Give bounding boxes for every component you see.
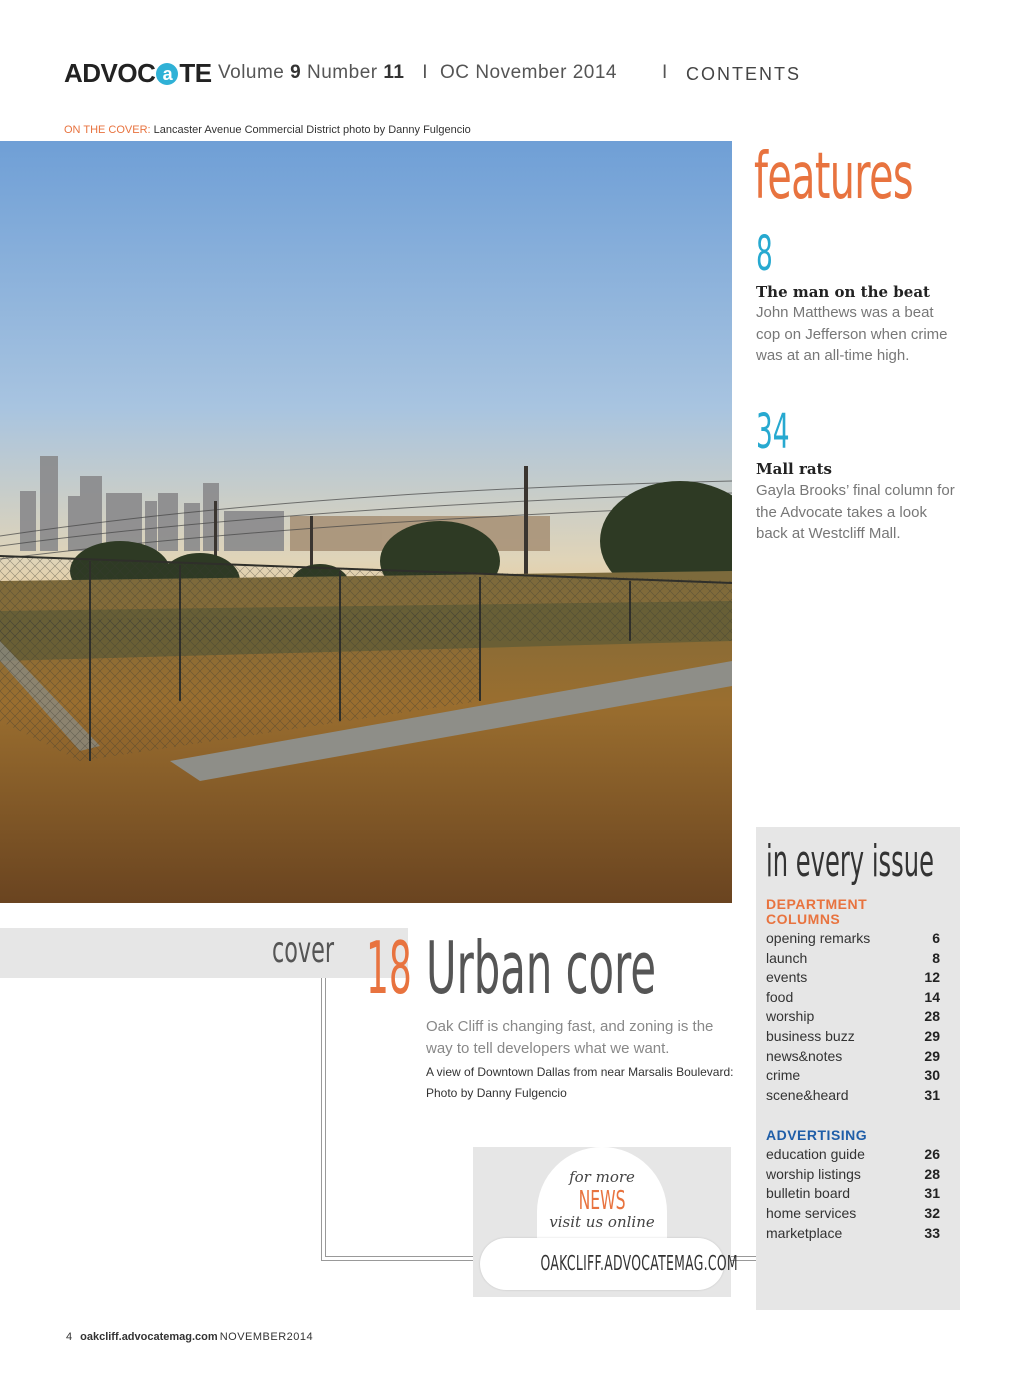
advertising-row[interactable]: [766, 1185, 940, 1205]
advocate-logo: [64, 58, 212, 89]
footer-page-number: 4: [66, 1331, 73, 1343]
section-title: CONTENTS: [686, 64, 801, 84]
advertising-name: home services: [766, 1205, 857, 1221]
separator: I: [422, 62, 429, 83]
feature-title: The man on the beat: [756, 283, 930, 301]
cover-headline[interactable]: Urban core: [426, 926, 657, 1010]
department-row[interactable]: [766, 1067, 940, 1087]
connector-line: [321, 978, 322, 1260]
separator-2: I: [662, 62, 668, 83]
feature-description: John Matthews was a beat cop on Jefferson when crime was at an all-time high.: [756, 304, 948, 364]
logo-text-left: ADVOC: [64, 58, 156, 88]
masthead: [218, 62, 617, 84]
promo-url-link[interactable]: [480, 1251, 738, 1275]
volume-label: Volume: [218, 62, 285, 83]
advertising-row[interactable]: [766, 1205, 940, 1225]
department-page: 29: [924, 1028, 940, 1044]
issue-date: November 2014: [475, 62, 618, 83]
department-columns-heading: DEPARTMENT COLUMNS: [766, 896, 868, 927]
promo-news: [537, 1186, 667, 1216]
number-label: Number: [307, 62, 378, 83]
department-row[interactable]: [766, 1087, 940, 1107]
promo-url-text: OAKCLIFF.ADVOCATEMAG.COM: [540, 1251, 738, 1275]
volume-number: 9: [290, 62, 302, 83]
advertising-row[interactable]: [766, 1166, 940, 1186]
cover-photo: [0, 141, 732, 903]
features-heading: features: [754, 140, 913, 214]
department-row[interactable]: [766, 950, 940, 970]
cover-credit-text: Lancaster Avenue Commercial District photo by Danny Fulgencio: [153, 124, 471, 136]
department-name: business buzz: [766, 1028, 855, 1044]
department-name: crime: [766, 1067, 801, 1083]
cover-band: [0, 928, 408, 978]
department-row[interactable]: [766, 989, 940, 1009]
edition: OC: [440, 62, 470, 83]
department-page: 14: [924, 989, 940, 1005]
advertising-name: bulletin board: [766, 1185, 851, 1201]
advertising-row[interactable]: [766, 1146, 940, 1166]
cover-photo-caption: A view of Downtown Dallas from near Marsalis Boulevard: Photo by Danny Fulgencio: [426, 1065, 734, 1100]
department-row[interactable]: [766, 1008, 940, 1028]
cover-page-number: 18: [366, 926, 412, 1010]
advertising-page: 33: [924, 1225, 940, 1241]
department-page: 30: [924, 1067, 940, 1083]
advertising-heading: ADVERTISING: [766, 1127, 868, 1143]
department-row[interactable]: [766, 1028, 940, 1048]
logo-at-icon: a: [156, 63, 178, 85]
feature-description: Gayla Brooks’ final column for the Advocate takes a look back at Westcliff Mall.: [756, 482, 955, 542]
connector-line: [321, 1260, 481, 1261]
connector-line: [325, 978, 326, 1256]
footer-site: oakcliff.advocatemag.com: [80, 1331, 218, 1343]
department-name: scene&heard: [766, 1087, 849, 1103]
department-name: launch: [766, 950, 808, 966]
department-page: 29: [924, 1048, 940, 1064]
advertising-page: 32: [924, 1205, 940, 1221]
advertising-row[interactable]: [766, 1225, 940, 1245]
department-page: 8: [932, 950, 940, 966]
feature-page-number: 34: [756, 404, 790, 460]
department-name: worship: [766, 1008, 815, 1024]
advertising-page: 28: [924, 1166, 940, 1182]
department-page: 31: [924, 1087, 940, 1103]
department-page: 28: [924, 1008, 940, 1024]
issue-number: 11: [383, 62, 405, 83]
promo-news-text: NEWS: [578, 1186, 626, 1216]
department-name: events: [766, 969, 808, 985]
logo-text-right: TE: [179, 58, 212, 88]
advertising-page: 26: [924, 1146, 940, 1162]
every-issue-heading: in every issue: [766, 836, 934, 887]
department-name: news&notes: [766, 1048, 843, 1064]
cover-credit-label: ON THE COVER:: [64, 124, 151, 136]
cover-photo-illustration: [0, 141, 732, 903]
department-page: 12: [924, 969, 940, 985]
department-row[interactable]: [766, 969, 940, 989]
page-footer: [66, 1331, 313, 1343]
department-name: opening remarks: [766, 930, 871, 946]
department-row[interactable]: [766, 930, 940, 950]
advertising-name: education guide: [766, 1146, 865, 1162]
promo-for-more: for more: [569, 1168, 635, 1186]
feature-title: Mall rats: [756, 460, 832, 478]
department-row[interactable]: [766, 1048, 940, 1068]
advertising-name: marketplace: [766, 1225, 843, 1241]
cover-credit: [64, 124, 471, 136]
feature-page-number: 8: [756, 226, 773, 282]
footer-month: NOVEMBER2014: [219, 1331, 314, 1343]
promo-visit: visit us online: [549, 1213, 655, 1231]
department-page: 6: [932, 930, 940, 946]
department-name: food: [766, 989, 794, 1005]
advertising-name: worship listings: [766, 1166, 861, 1182]
connector-line: [325, 1256, 481, 1257]
cover-label: cover: [272, 930, 335, 971]
advertising-page: 31: [924, 1185, 940, 1201]
cover-description: Oak Cliff is changing fast, and zoning is the way to tell developers what we want.: [426, 1018, 714, 1057]
